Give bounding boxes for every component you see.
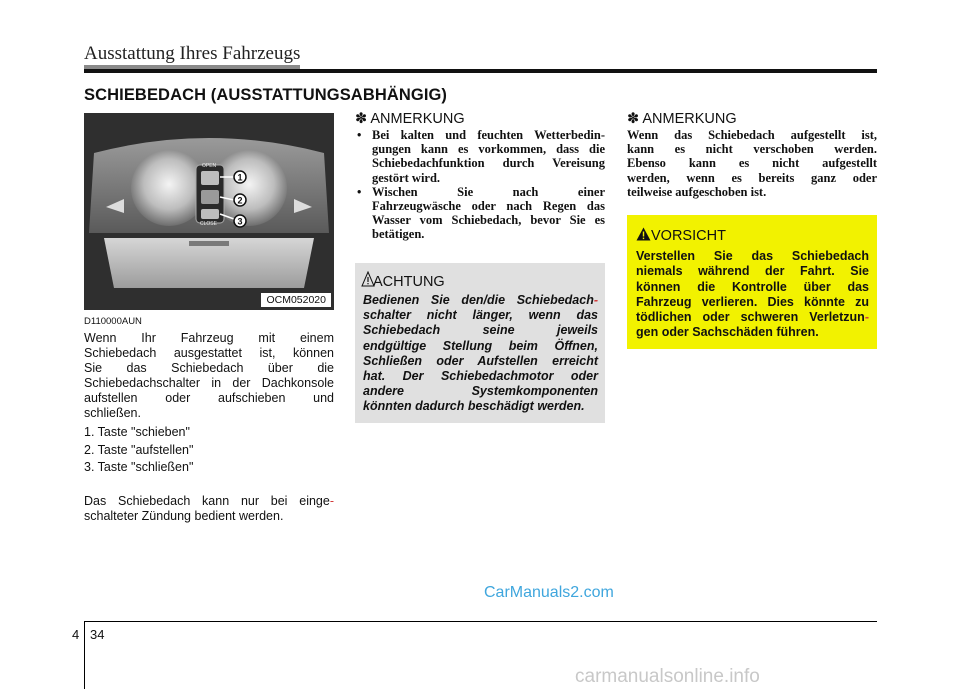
asterisk-icon: ✽ (355, 111, 368, 127)
footer-separator (84, 621, 85, 689)
closing-paragraph (84, 494, 334, 524)
close-switch (201, 209, 219, 219)
intro-line: Schiebedachschalter in der Dachkonsole (84, 376, 334, 390)
button-list (84, 424, 334, 477)
closing-line: schalteter Zündung bedient werden. (84, 509, 284, 523)
reference-code: D110000AUN (84, 316, 142, 327)
hyphen: - (593, 293, 598, 307)
list-item: • Wischen Sie nach einer Fahrzeugwäsche oder nach Regen das Wasser vom Schiebedach, bevor Sie es betätigen. (357, 184, 605, 242)
caution-text: Bedienen Sie den/die Schiebedach- schalter nicht länger, wenn das Schiebedach seine jeweils endgültige Stellung beim Öffnen, Schließen oder Aufstellen erreicht hat. Der Schiebedachmotor oder andere Systemkomponenten könnten dadurch beschädigt werden. (363, 293, 598, 414)
chapter-number: 4 (72, 627, 80, 642)
intro-line: aufstellen oder aufschieben und (84, 391, 334, 405)
bullet-icon: • (357, 128, 362, 142)
intro-line: Schiebedach ausgestattet ist, können (84, 346, 334, 360)
page-number: 34 (90, 627, 105, 642)
site-watermark: carmanualsonline.info (575, 666, 760, 687)
close-label: CLOSE (200, 221, 217, 227)
overhead-console-illustration (84, 113, 334, 310)
list-item: 3. Taste "schließen" (84, 460, 194, 474)
note-heading (627, 111, 737, 127)
sunroof-switch-photo (84, 113, 334, 310)
callout-1-label: 1 (237, 172, 243, 183)
note-title: ANMERKUNG (642, 111, 737, 127)
intro-line: Sie das Schiebedach über die (84, 361, 334, 375)
hyphen: - (864, 310, 869, 325)
carmanuals-watermark: CarManuals2.com (484, 584, 614, 601)
asterisk-icon: ✽ (627, 111, 640, 127)
callout-3-label: 3 (237, 216, 243, 227)
closing-line: Das Schiebedach kann nur bei einge (84, 494, 330, 508)
warning-title: VORSICHT (651, 228, 726, 244)
note-heading (355, 111, 465, 127)
caution-box (355, 263, 605, 423)
open-label: OPEN (202, 163, 217, 169)
list-item: 2. Taste "aufstellen" (84, 442, 194, 457)
note-bullets (355, 128, 605, 242)
list-item: 1. Taste "schieben" (84, 425, 190, 439)
header-title: Ausstattung Ihres Fahrzeugs (84, 43, 301, 64)
list-item: • Bei kalten und feuchten Wetterbedin- gungen kann es vorkommen, dass die Schiebedachfunktion durch Vereisung gestört wird. (357, 128, 605, 185)
open-switch (201, 171, 219, 185)
intro-line: schließen. (84, 406, 141, 420)
figure-code: OCM052020 (261, 293, 331, 307)
note-paragraph: Wenn das Schiebedach aufgestellt ist, kann es nicht verschoben werden. Ebenso kann es nicht aufgestellt werden, wenn es bereits ganz oder teilweise aufgeschoben ist. (627, 128, 877, 199)
intro-line: Wenn Ihr Fahrzeug mit einem (84, 331, 334, 345)
footer-rule (84, 621, 877, 622)
header-rule (84, 69, 877, 73)
bullet-icon: • (357, 184, 362, 199)
tilt-switch (201, 190, 219, 204)
hyphen: - (329, 494, 334, 508)
caution-title: ACHTUNG (373, 274, 445, 290)
warning-text: Verstellen Sie das Schiebedach niemals während der Fahrt. Sie können die Kontrolle über das Fahrzeug verlieren. Dies könnte zu tödlichen oder schweren Verletzun- gen oder Sachschäden führen. (636, 249, 869, 340)
callout-2-label: 2 (237, 195, 243, 206)
warning-icon (636, 227, 651, 241)
warning-box (627, 215, 877, 349)
note-title: ANMERKUNG (370, 111, 465, 127)
intro-paragraph (84, 331, 334, 421)
section-title: SCHIEBEDACH (AUSSTATTUNGSABHÄNGIG) (84, 86, 448, 104)
